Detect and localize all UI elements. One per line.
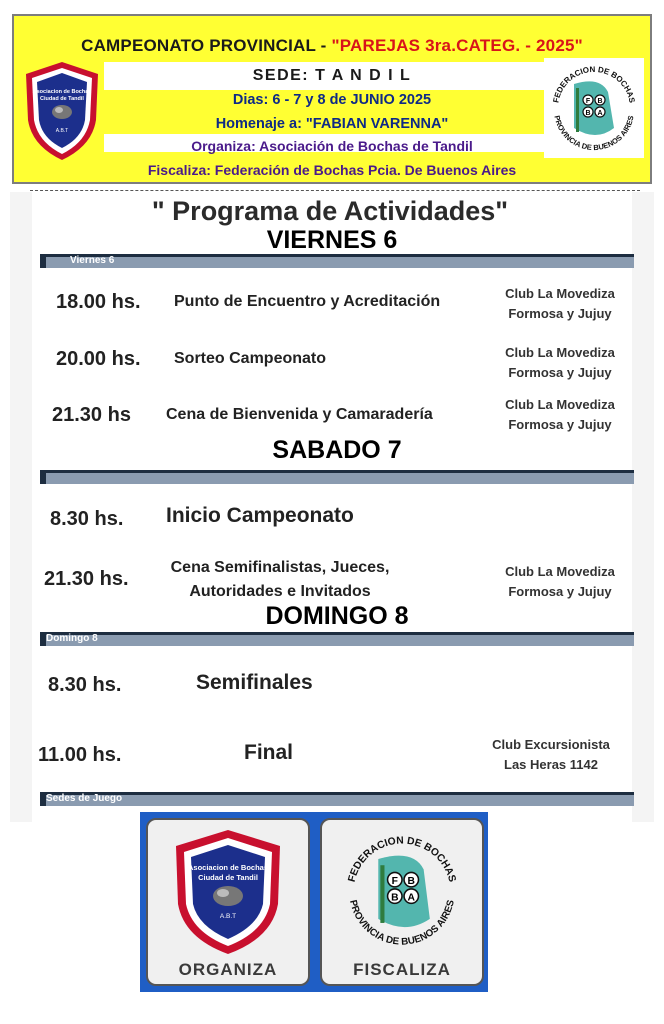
place-2-line1: Club La Movediza (505, 345, 615, 360)
abt-large-line1: Asociacion de Bochas (187, 863, 269, 872)
bar-label-sedes: Sedes de Juego (46, 793, 123, 804)
section-bar-saturday (40, 470, 634, 484)
event-header (12, 14, 652, 184)
fiscaliza-card (320, 818, 484, 986)
section-bar-sunday (40, 632, 634, 646)
activity-3: Cena de Bienvenida y Camaradería (166, 406, 433, 423)
abt-shield-logo (22, 60, 102, 162)
dashed-separator (30, 190, 640, 191)
time-5: 21.30 hs. (44, 568, 129, 590)
time-6: 8.30 hs. (48, 674, 122, 696)
title-main: CAMPEONATO PROVINCIAL - (81, 36, 332, 55)
activity-4: Inicio Campeonato (166, 504, 354, 527)
bar-label-friday: Viernes 6 (70, 255, 115, 266)
time-4: 8.30 hs. (50, 508, 124, 530)
organizer: Organiza: Asociación de Bochas de Tandil (191, 138, 473, 154)
place-5-line2: Formosa y Jujuy (508, 584, 612, 599)
place-2 (490, 343, 630, 383)
abt-initials: A.B.T (55, 128, 69, 134)
fed-large-letter-f: F (391, 875, 398, 887)
federation-logo (544, 58, 644, 158)
program-title: " Programa de Actividades" (151, 196, 509, 226)
activity-1: Punto de Encuentro y Acreditación (174, 293, 441, 310)
fed-large-letter-b2: B (391, 892, 399, 904)
day-heading-friday: VIERNES 6 (266, 226, 398, 254)
title-category: "PAREJAS 3ra.CATEG. - 2025" (331, 36, 583, 55)
fed-large-letter-b1: B (407, 875, 415, 887)
organiza-label: ORGANIZA (178, 960, 278, 979)
activity-5 (150, 556, 410, 604)
championship-title (14, 36, 650, 56)
fed-letter-f: F (585, 98, 591, 105)
place-2-line2: Formosa y Jujuy (508, 365, 612, 380)
federation-logo-large (334, 824, 470, 958)
time-2: 20.00 hs. (56, 348, 141, 370)
fed-letter-a: A (597, 110, 603, 117)
event-dates: Dias: 6 - 7 y 8 de JUNIO 2025 (232, 92, 432, 108)
section-bar-friday (40, 254, 634, 268)
time-7: 11.00 hs. (38, 744, 122, 766)
abt-large-initials: A.B.T (219, 913, 237, 920)
bar-label-sunday: Domingo 8 (46, 633, 98, 644)
activity-2: Sorteo Campeonato (174, 350, 327, 367)
abt-large-line2: Ciudad de Tandil (198, 873, 258, 882)
supervisor: Fiscaliza: Federación de Bochas Pcia. De Buenos Aires (147, 162, 517, 178)
place-7-line1: Club Excursionista (492, 737, 610, 752)
activity-5-line2: Autoridades e Invitados (189, 583, 371, 600)
fed-letter-b1: B (597, 98, 603, 105)
day-heading-sunday: DOMINGO 8 (265, 602, 409, 630)
place-3-line2: Formosa y Jujuy (508, 417, 612, 432)
day-heading-saturday: SABADO 7 (272, 436, 402, 464)
fed-large-bottom-text: PROVINCIA DE BUENOS AIRES (347, 898, 457, 948)
section-bar-sedes (40, 792, 634, 806)
venue-city: SEDE: T A N D I L (252, 67, 412, 84)
fed-large-top-text: FEDERACION DE BOCHAS (346, 835, 458, 884)
fiscaliza-label: FISCALIZA (353, 960, 451, 979)
place-1-line2: Formosa y Jujuy (508, 306, 612, 321)
place-3 (490, 395, 630, 435)
place-1 (490, 284, 630, 324)
abt-shield-logo-large (168, 826, 288, 956)
time-1: 18.00 hs. (56, 291, 141, 313)
activity-7: Final (244, 741, 294, 764)
place-7 (476, 735, 626, 775)
fed-top-text: FEDERACION DE BOCHAS (551, 64, 637, 104)
place-5 (490, 562, 630, 602)
place-5-line1: Club La Movediza (505, 564, 615, 579)
tribute: Homenaje a: "FABIAN VARENNA" (215, 116, 449, 132)
place-7-line2: Las Heras 1142 (504, 757, 598, 772)
abt-line2: Ciudad de Tandil (40, 96, 84, 102)
activity-6: Semifinales (196, 671, 313, 694)
abt-line1: Asociacion de Bochas (32, 89, 92, 95)
place-1-line1: Club La Movediza (505, 286, 615, 301)
footer-logos (140, 812, 488, 992)
organiza-card (146, 818, 310, 986)
activity-5-line1: Cena Semifinalistas, Jueces, (170, 559, 390, 576)
time-3: 21.30 hs (52, 404, 131, 426)
fed-letter-b2: B (585, 110, 591, 117)
fed-large-letter-a: A (407, 892, 415, 904)
place-3-line1: Club La Movediza (505, 397, 615, 412)
fed-bottom-text: PROVINCIA DE BUENOS AIRES (552, 114, 636, 153)
